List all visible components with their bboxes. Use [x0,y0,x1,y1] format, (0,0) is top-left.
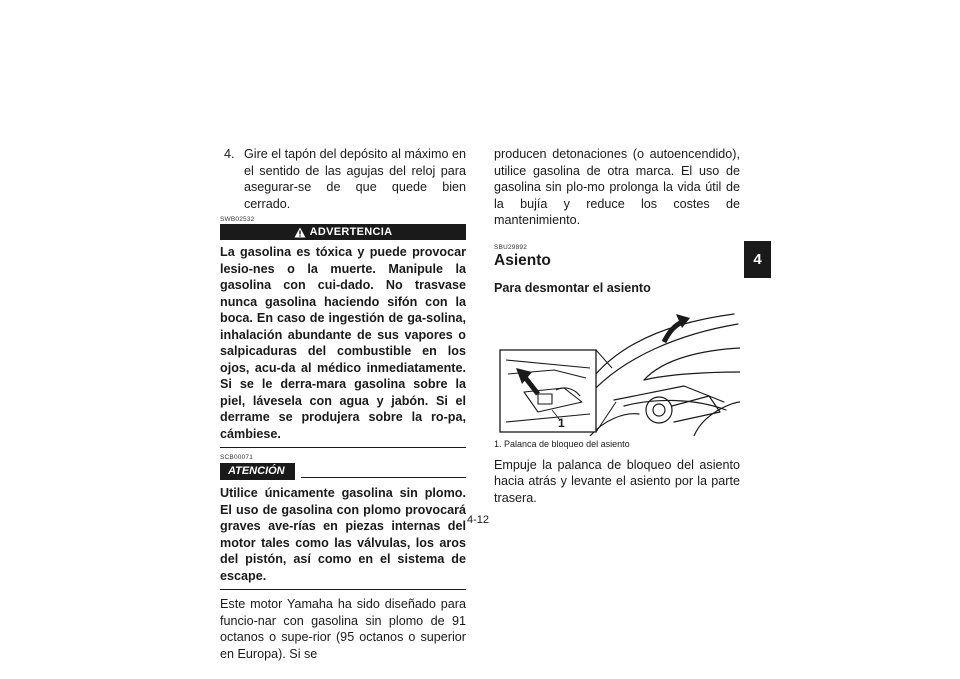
notice-divider [220,589,466,590]
step-4 [220,146,466,212]
warning-code: SWB02532 [220,216,255,223]
warning-divider [220,447,466,448]
seat-illustration [494,302,740,436]
chapter-tab: 4 [744,241,771,278]
page-number: 4-12 [467,514,490,526]
section-code: SBU29892 [494,243,528,251]
figure-callout-1: 1 [558,415,565,430]
right-column [494,146,740,506]
notice-text: Utilice únicamente gasolina sin plomo. El uso de gasolina con plomo provocará graves ave-rías en piezas internas del motor tales como las válvulas, los aros del pistón, así como en el sistema de escape. [220,486,466,583]
instruction-paragraph: Empuje la palanca de bloqueo del asiento hacia atrás y levante el asiento por la parte trasera. [494,457,740,505]
step-text: Gire el tapón del depósito al máximo en el sentido de las agujas del reloj para asegurar-se de que quede bien cerrado. [244,147,466,211]
left-column [220,146,466,662]
notice-header-line [301,477,466,478]
notice-header [220,463,466,480]
warning-label: ADVERTENCIA [309,226,393,238]
warning-text: La gasolina es tóxica y puede provocar lesio-nes o la muerte. Manipule la gasolina con cui-dado. No trasvase nunca gasolina haciendo sifón con la boca. En caso de ingestión de ga-solina, inhalación abundante de sus vapores o salpicaduras del combustible en los ojos, acu-da al médico inmediatamente. Si se le derra-mara gasolina sobre la piel, lávesela con agua y jabón. Si el derrame se produjera sobre la ro-pa, cámbiese. [220,245,466,441]
notice-label: ATENCIÓN [220,463,295,480]
subsection-title: Para desmontar el asiento [494,280,651,295]
octane-paragraph: Este motor Yamaha ha sido diseñado para funcio-nar con gasolina sin plomo de 91 octanos o supe-rior (95 octanos o superior en Europa). Si se [220,597,466,661]
step-number: 4. [224,147,235,161]
warning-triangle-icon [294,227,306,238]
figure-caption: 1. Palanca de bloqueo del asiento [494,438,630,449]
section-title: Asiento [494,251,551,269]
notice-code: SCB00071 [220,454,254,461]
warning-badge [220,224,466,240]
seat-figure [494,302,740,436]
continued-paragraph: producen detonaciones (o autoencendido), utilice gasolina de otra marca. El uso de gasolina sin plo-mo prolonga la vida útil de la bujía y reduce los costes de mantenimiento. [494,147,740,227]
